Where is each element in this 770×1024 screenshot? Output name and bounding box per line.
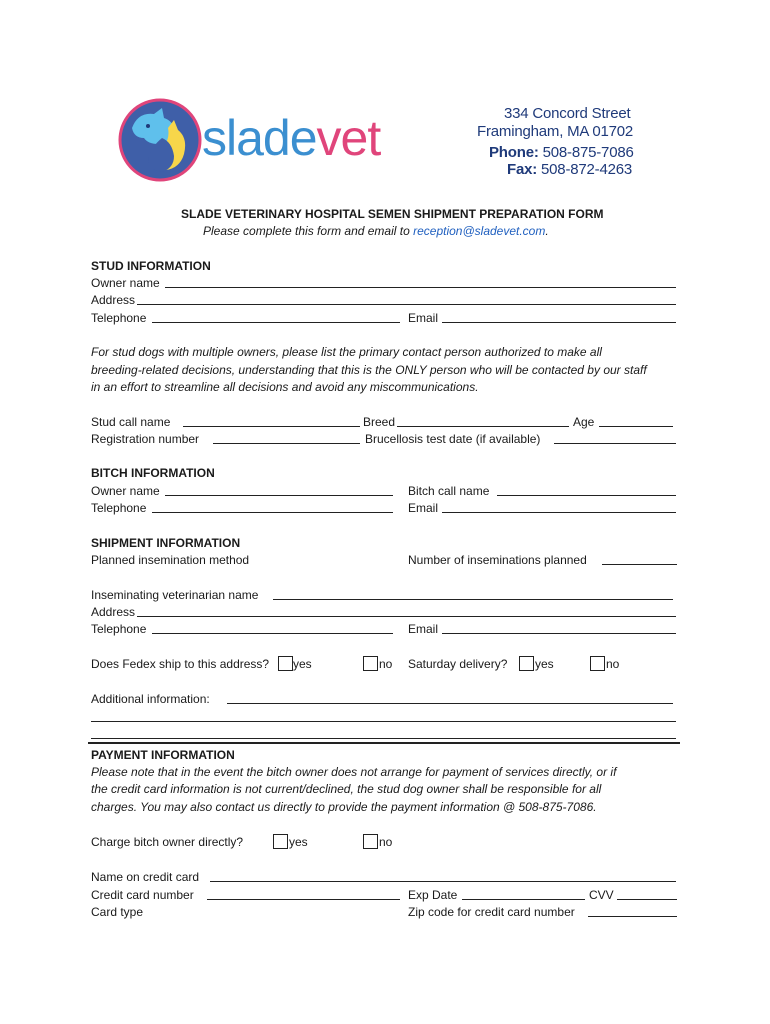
section-divider bbox=[88, 742, 680, 744]
fedex-question: Does Fedex ship to this address? bbox=[91, 657, 270, 671]
fax-label: Fax: bbox=[507, 161, 538, 178]
fedex-yes-checkbox[interactable] bbox=[278, 656, 293, 671]
bitch-email-label: Email bbox=[408, 501, 439, 515]
saturday-no-label: no bbox=[606, 657, 620, 671]
vet-email-field[interactable] bbox=[442, 633, 676, 634]
stud-telephone-field[interactable] bbox=[152, 322, 400, 323]
stud-call-name-field[interactable] bbox=[183, 426, 360, 427]
name-on-card-label: Name on credit card bbox=[91, 870, 200, 884]
cvv-label: CVV bbox=[589, 888, 614, 902]
bitch-owner-name-field[interactable] bbox=[165, 495, 393, 496]
zip-code-field[interactable] bbox=[588, 916, 677, 917]
stud-heading: STUD INFORMATION bbox=[91, 259, 211, 273]
registration-number-label: Registration number bbox=[91, 432, 200, 446]
exp-date-label: Exp Date bbox=[408, 888, 458, 902]
logo-text-slade: slade bbox=[202, 110, 317, 166]
bitch-email-field[interactable] bbox=[442, 512, 676, 513]
additional-info-field-2[interactable] bbox=[91, 721, 676, 722]
stud-note-line1: For stud dogs with multiple owners, please list the primary contact person authorized to make all bbox=[91, 345, 602, 359]
name-on-card-field[interactable] bbox=[210, 881, 676, 882]
payment-note-line3: charges. You may also contact us directly to provide the payment information @ 508-875-7086. bbox=[91, 800, 597, 814]
brucellosis-label: Brucellosis test date (if available) bbox=[365, 432, 541, 446]
exp-date-field[interactable] bbox=[462, 899, 585, 900]
charge-owner-question: Charge bitch owner directly? bbox=[91, 835, 244, 849]
vet-telephone-field[interactable] bbox=[152, 633, 393, 634]
address-line2: Framingham, MA 01702 bbox=[477, 123, 634, 140]
additional-info-label: Additional information: bbox=[91, 692, 210, 706]
registration-number-field[interactable] bbox=[213, 443, 360, 444]
bitch-call-name-field[interactable] bbox=[497, 495, 676, 496]
breed-field[interactable] bbox=[397, 426, 569, 427]
stud-owner-name-label: Owner name bbox=[91, 276, 160, 290]
saturday-question: Saturday delivery? bbox=[408, 657, 508, 671]
charge-no-checkbox[interactable] bbox=[363, 834, 378, 849]
planned-method-label: Planned insemination method bbox=[91, 553, 250, 567]
form-title: SLADE VETERINARY HOSPITAL SEMEN SHIPMENT PREPARATION FORM bbox=[181, 207, 604, 221]
vet-address-field[interactable] bbox=[137, 616, 676, 617]
brucellosis-field[interactable] bbox=[554, 443, 676, 444]
fedex-no-checkbox[interactable] bbox=[363, 656, 378, 671]
shipment-heading: SHIPMENT INFORMATION bbox=[91, 536, 241, 550]
instructions-prefix: Please complete this form and email to bbox=[203, 224, 414, 238]
card-type-label: Card type bbox=[91, 905, 144, 919]
charge-yes-checkbox[interactable] bbox=[273, 834, 288, 849]
phone-number: 508-875-7086 bbox=[542, 144, 634, 161]
payment-note-line1: Please note that in the event the bitch owner does not arrange for payment of services directly, or if bbox=[91, 765, 617, 779]
stud-telephone-label: Telephone bbox=[91, 311, 147, 325]
logo-wordmark bbox=[202, 108, 380, 168]
payment-note-line2: the credit card information is not current/declined, the stud dog owner shall be responsible for all bbox=[91, 782, 602, 796]
fax-number: 508-872-4263 bbox=[541, 161, 633, 178]
dog-cat-silhouette-logo-icon bbox=[118, 98, 202, 182]
fax-line bbox=[507, 160, 632, 179]
stud-address-label: Address bbox=[91, 293, 136, 307]
breed-label: Breed bbox=[363, 415, 396, 429]
bitch-call-name-label: Bitch call name bbox=[408, 484, 490, 498]
stud-note-line2: breeding-related decisions, understanding that this is the ONLY person who will be contacted by our staff bbox=[91, 363, 647, 377]
address-line1: 334 Concord Street bbox=[504, 105, 631, 122]
age-label: Age bbox=[573, 415, 595, 429]
card-number-field[interactable] bbox=[207, 899, 400, 900]
bitch-owner-name-label: Owner name bbox=[91, 484, 160, 498]
saturday-no-checkbox[interactable] bbox=[590, 656, 605, 671]
form-instructions bbox=[203, 224, 549, 239]
number-planned-label: Number of inseminations planned bbox=[408, 553, 587, 567]
number-planned-field[interactable] bbox=[602, 564, 677, 565]
vet-name-field[interactable] bbox=[273, 599, 673, 600]
additional-info-field-1[interactable] bbox=[227, 703, 673, 704]
saturday-yes-checkbox[interactable] bbox=[519, 656, 534, 671]
reception-email-link[interactable]: reception@sladevet.com bbox=[413, 224, 546, 238]
vet-email-label: Email bbox=[408, 622, 439, 636]
fedex-yes-label: yes bbox=[293, 657, 312, 671]
charge-no-label: no bbox=[379, 835, 393, 849]
phone-label: Phone: bbox=[489, 144, 539, 161]
logo-text-vet: vet bbox=[316, 110, 381, 166]
vet-name-label: Inseminating veterinarian name bbox=[91, 588, 259, 602]
fedex-no-label: no bbox=[379, 657, 393, 671]
bitch-telephone-field[interactable] bbox=[152, 512, 393, 513]
stud-call-name-label: Stud call name bbox=[91, 415, 171, 429]
stud-note-line3: in an effort to streamline all decisions and avoid any miscommunications. bbox=[91, 380, 479, 394]
charge-yes-label: yes bbox=[289, 835, 308, 849]
stud-email-label: Email bbox=[408, 311, 439, 325]
age-field[interactable] bbox=[599, 426, 673, 427]
saturday-yes-label: yes bbox=[535, 657, 554, 671]
vet-telephone-label: Telephone bbox=[91, 622, 147, 636]
card-number-label: Credit card number bbox=[91, 888, 194, 902]
stud-address-field[interactable] bbox=[137, 304, 676, 305]
payment-heading: PAYMENT INFORMATION bbox=[91, 748, 235, 762]
vet-address-label: Address bbox=[91, 605, 136, 619]
bitch-telephone-label: Telephone bbox=[91, 501, 147, 515]
instructions-suffix: . bbox=[545, 224, 549, 238]
zip-code-label: Zip code for credit card number bbox=[408, 905, 575, 919]
bitch-heading: BITCH INFORMATION bbox=[91, 466, 215, 480]
stud-email-field[interactable] bbox=[442, 322, 676, 323]
additional-info-field-3[interactable] bbox=[91, 738, 676, 739]
stud-owner-name-field[interactable] bbox=[165, 287, 676, 288]
cvv-field[interactable] bbox=[617, 899, 677, 900]
